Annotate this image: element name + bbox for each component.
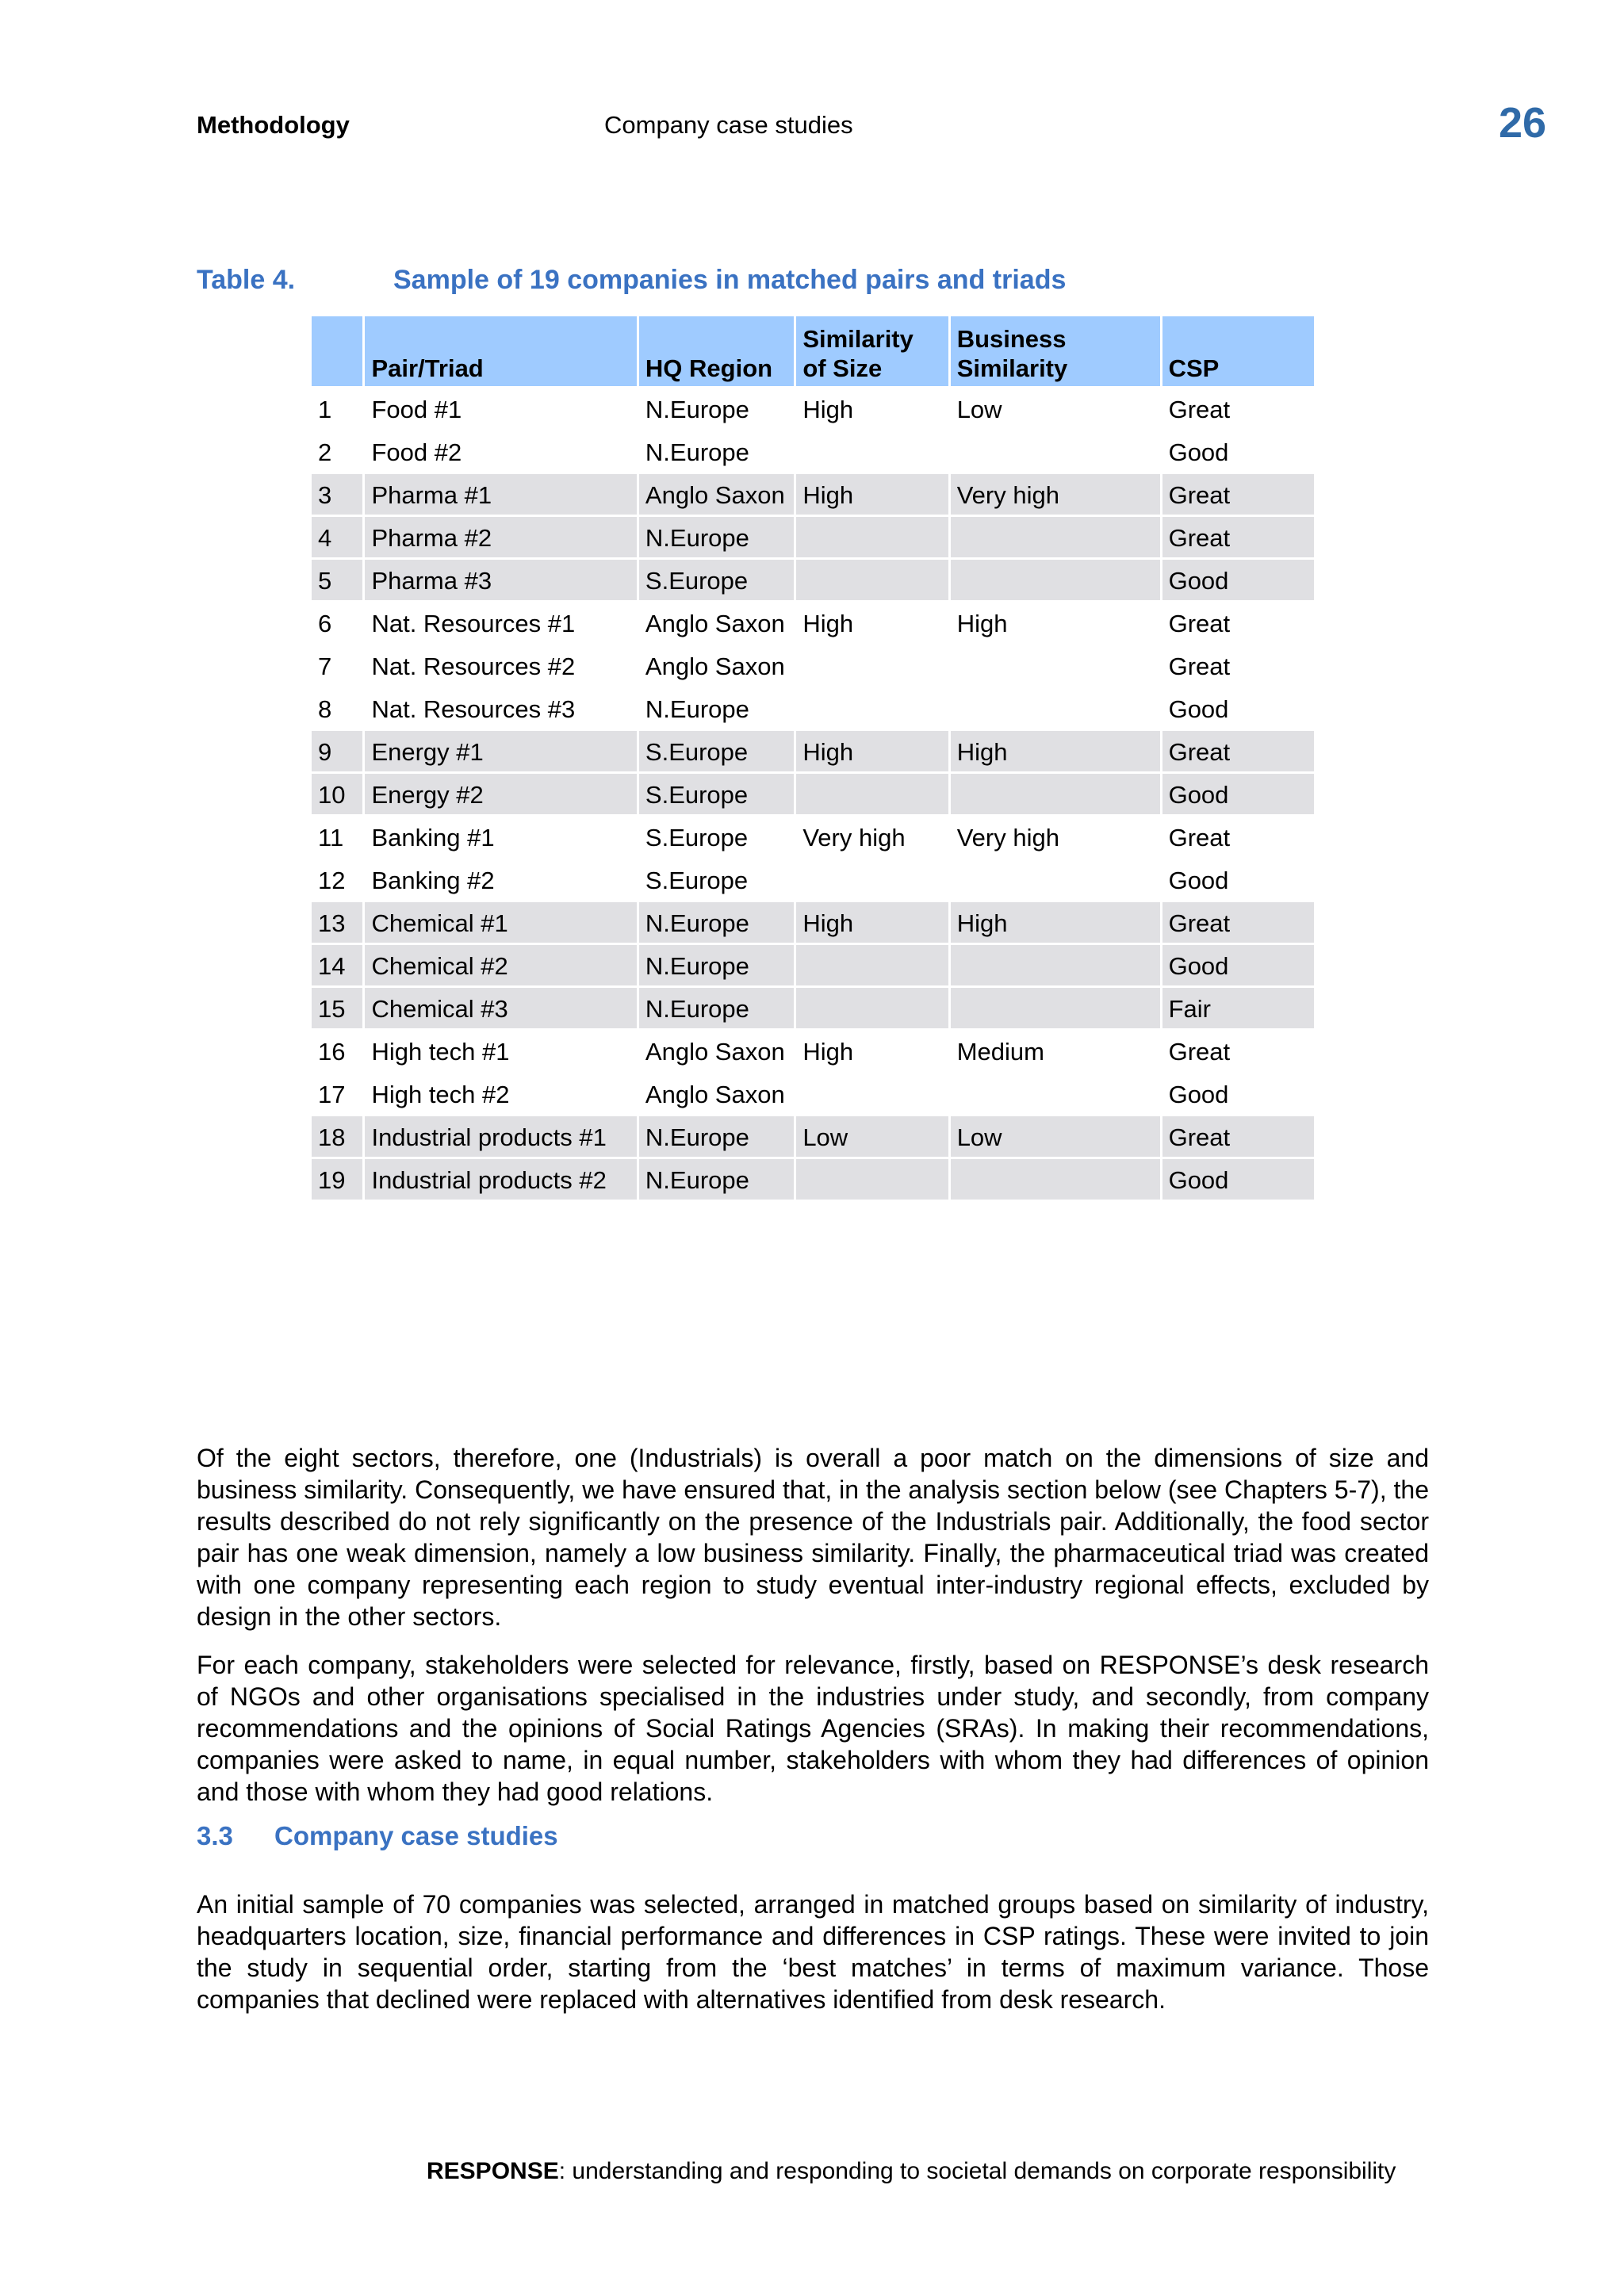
size-similarity-cell: High bbox=[802, 610, 854, 637]
table-row bbox=[312, 1159, 1314, 1200]
pair-triad-cell: Pharma #2 bbox=[365, 517, 636, 557]
business-similarity-cell bbox=[951, 859, 1160, 900]
pair-triad-cell: Energy #1 bbox=[365, 731, 636, 771]
table-row bbox=[312, 688, 1314, 729]
column-header: CSP bbox=[1162, 316, 1314, 386]
business-similarity-cell: Very high bbox=[956, 824, 1059, 851]
table-row bbox=[312, 1073, 1314, 1114]
pair-triad-cell: Banking #2 bbox=[371, 867, 495, 894]
pair-triad-cell: Nat. Resources #1 bbox=[371, 610, 576, 637]
hq-region-cell: S.Europe bbox=[639, 731, 794, 771]
footer-brand: RESPONSE bbox=[427, 2158, 559, 2184]
running-header-chapter: Company case studies bbox=[604, 111, 853, 139]
csp-cell: Great bbox=[1162, 1116, 1314, 1157]
pair-triad-cell: High tech #2 bbox=[371, 1081, 510, 1108]
hq-region-cell: Anglo Saxon bbox=[645, 652, 785, 680]
row-number: 3 bbox=[312, 474, 362, 515]
business-similarity-cell: High bbox=[956, 610, 1008, 637]
hq-region-cell: N.Europe bbox=[639, 517, 794, 557]
business-similarity-cell bbox=[951, 517, 1160, 557]
pair-triad-cell: Banking #1 bbox=[371, 824, 495, 851]
csp-cell: Great bbox=[1162, 731, 1314, 771]
size-similarity-cell bbox=[796, 517, 948, 557]
hq-region-cell: N.Europe bbox=[639, 988, 794, 1028]
size-similarity-cell: High bbox=[796, 902, 948, 943]
page-footer bbox=[427, 2158, 1396, 2185]
business-similarity-cell: Low bbox=[956, 396, 1002, 423]
business-similarity-cell bbox=[951, 560, 1160, 600]
business-similarity-cell: Very high bbox=[951, 474, 1160, 515]
row-number: 10 bbox=[312, 774, 362, 814]
row-number: 19 bbox=[312, 1159, 362, 1200]
table-row bbox=[312, 431, 1314, 472]
table-row bbox=[312, 731, 1314, 771]
csp-cell: Good bbox=[1162, 774, 1314, 814]
csp-cell: Great bbox=[1168, 1038, 1231, 1066]
row-number: 17 bbox=[318, 1081, 346, 1108]
table-row bbox=[312, 859, 1314, 900]
row-number: 5 bbox=[312, 560, 362, 600]
business-similarity-cell bbox=[951, 431, 1160, 472]
column-header: Similarity of Size bbox=[796, 316, 948, 386]
paragraph: Of the eight sectors, therefore, one (Industrials) is overall a poor match on the dimensions of size and business similarity. Consequently, we have ensured that, in the analysis section below (see Chapters 5-7), the results described do not rely significantly on the presence of the Industrials pair. Additionally, the food sector pair has one weak dimension, namely a low business similarity. Finally, the pharmaceutical triad was created with one company representing each region to study eventual inter-industry regional effects, excluded by design in the other sectors. bbox=[197, 1444, 1429, 1631]
table-row bbox=[312, 988, 1314, 1028]
size-similarity-cell: Very high bbox=[802, 824, 906, 851]
running-header-section: Methodology bbox=[197, 111, 350, 139]
business-similarity-cell bbox=[951, 945, 1160, 985]
paragraph: An initial sample of 70 companies was selected, arranged in matched groups based on similarity of industry, headquarters location, size, financial performance and differences in CSP ratings. These were invited to join the study in sequential order, starting from the ‘best matches’ in terms of maximum variance. Those companies that declined were replaced with alternatives identified from desk research. bbox=[197, 1890, 1429, 2014]
business-similarity-cell: Medium bbox=[956, 1038, 1044, 1066]
section-number: 3.3 bbox=[197, 1821, 233, 1850]
pair-triad-cell: Pharma #3 bbox=[365, 560, 636, 600]
hq-region-cell: S.Europe bbox=[645, 824, 749, 851]
business-similarity-cell bbox=[951, 774, 1160, 814]
size-similarity-cell bbox=[796, 774, 948, 814]
table-row bbox=[312, 603, 1314, 643]
table-row bbox=[312, 774, 1314, 814]
table-label: Table 4. bbox=[197, 265, 296, 295]
table-row bbox=[312, 817, 1314, 857]
hq-region-cell: Anglo Saxon bbox=[645, 1038, 785, 1066]
table-title: Sample of 19 companies in matched pairs and triads bbox=[393, 265, 1067, 295]
column-header: HQ Region bbox=[639, 316, 794, 386]
size-similarity-cell bbox=[796, 945, 948, 985]
size-similarity-cell bbox=[796, 859, 948, 900]
table-row bbox=[312, 945, 1314, 985]
csp-cell: Great bbox=[1162, 902, 1314, 943]
size-similarity-cell bbox=[796, 560, 948, 600]
business-similarity-cell: Low bbox=[951, 1116, 1160, 1157]
paragraph: For each company, stakeholders were selected for relevance, firstly, based on RESPONSE’s desk research of NGOs and other organisations specialised in the industries under study, and secondly, from company recommendations and the opinions of Social Ratings Agencies (SRAs). In making their recommendations, companies were asked to name, in equal number, stakeholders with whom they had differences of opinion and those with whom they had good relations. bbox=[197, 1651, 1429, 1806]
hq-region-cell: N.Europe bbox=[639, 945, 794, 985]
csp-cell: Good bbox=[1168, 867, 1229, 894]
size-similarity-cell bbox=[796, 988, 948, 1028]
csp-cell: Great bbox=[1168, 652, 1231, 680]
hq-region-cell: N.Europe bbox=[639, 1159, 794, 1200]
row-number: 7 bbox=[318, 652, 332, 680]
page-number: 26 bbox=[1499, 99, 1547, 147]
business-similarity-cell bbox=[951, 1159, 1160, 1200]
row-number: 15 bbox=[312, 988, 362, 1028]
business-similarity-cell bbox=[951, 645, 1160, 686]
csp-cell: Fair bbox=[1162, 988, 1314, 1028]
pair-triad-cell: Industrial products #2 bbox=[365, 1159, 636, 1200]
row-number: 9 bbox=[312, 731, 362, 771]
csp-cell: Good bbox=[1162, 945, 1314, 985]
pair-triad-cell: Industrial products #1 bbox=[365, 1116, 636, 1157]
business-similarity-cell bbox=[951, 688, 1160, 729]
csp-cell: Great bbox=[1162, 517, 1314, 557]
size-similarity-cell: Low bbox=[796, 1116, 948, 1157]
pair-triad-cell: Energy #2 bbox=[365, 774, 636, 814]
hq-region-cell: N.Europe bbox=[639, 1116, 794, 1157]
column-header: Pair/Triad bbox=[365, 316, 636, 386]
table-row bbox=[312, 517, 1314, 557]
column-header bbox=[312, 316, 362, 386]
size-similarity-cell bbox=[796, 688, 948, 729]
hq-region-cell: N.Europe bbox=[645, 396, 749, 423]
footer-text: : understanding and responding to societal demands on corporate responsibility bbox=[558, 2158, 1396, 2184]
pair-triad-cell: Food #2 bbox=[371, 438, 462, 466]
hq-region-cell: Anglo Saxon bbox=[645, 610, 785, 637]
pair-triad-cell: Chemical #2 bbox=[365, 945, 636, 985]
size-similarity-cell bbox=[796, 431, 948, 472]
hq-region-cell: S.Europe bbox=[639, 560, 794, 600]
row-number: 11 bbox=[318, 824, 344, 851]
pair-triad-cell: Chemical #3 bbox=[365, 988, 636, 1028]
row-number: 13 bbox=[312, 902, 362, 943]
csp-cell: Great bbox=[1168, 610, 1231, 637]
table-row bbox=[312, 1031, 1314, 1071]
table-row bbox=[312, 645, 1314, 686]
csp-cell: Good bbox=[1168, 438, 1229, 466]
row-number: 1 bbox=[318, 396, 332, 423]
table-header-row bbox=[312, 316, 1314, 386]
companies-table bbox=[309, 314, 1316, 1202]
row-number: 2 bbox=[318, 438, 332, 466]
hq-region-cell: S.Europe bbox=[645, 867, 749, 894]
size-similarity-cell: High bbox=[802, 1038, 854, 1066]
pair-triad-cell: Chemical #1 bbox=[365, 902, 636, 943]
table-row bbox=[312, 388, 1314, 429]
row-number: 8 bbox=[318, 695, 332, 723]
size-similarity-cell: High bbox=[802, 396, 854, 423]
row-number: 14 bbox=[312, 945, 362, 985]
pair-triad-cell: High tech #1 bbox=[371, 1038, 510, 1066]
row-number: 6 bbox=[318, 610, 332, 637]
business-similarity-cell bbox=[951, 1073, 1160, 1114]
business-similarity-cell: High bbox=[951, 902, 1160, 943]
section-title: Company case studies bbox=[274, 1821, 558, 1850]
csp-cell: Good bbox=[1162, 560, 1314, 600]
business-similarity-cell bbox=[951, 988, 1160, 1028]
section-heading bbox=[197, 1821, 558, 1851]
column-header: Business Similarity bbox=[951, 316, 1160, 386]
size-similarity-cell bbox=[796, 645, 948, 686]
table-row bbox=[312, 1116, 1314, 1157]
size-similarity-cell bbox=[796, 1073, 948, 1114]
row-number: 12 bbox=[318, 867, 346, 894]
csp-cell: Great bbox=[1168, 824, 1231, 851]
csp-cell: Good bbox=[1162, 1159, 1314, 1200]
pair-triad-cell: Nat. Resources #3 bbox=[371, 695, 576, 723]
table-row bbox=[312, 902, 1314, 943]
hq-region-cell: S.Europe bbox=[639, 774, 794, 814]
size-similarity-cell: High bbox=[796, 474, 948, 515]
csp-cell: Great bbox=[1162, 474, 1314, 515]
hq-region-cell: Anglo Saxon bbox=[645, 1081, 785, 1108]
csp-cell: Good bbox=[1168, 1081, 1229, 1108]
table-row bbox=[312, 560, 1314, 600]
hq-region-cell: N.Europe bbox=[645, 695, 749, 723]
csp-cell: Great bbox=[1168, 396, 1231, 423]
hq-region-cell: N.Europe bbox=[645, 438, 749, 466]
table-body bbox=[312, 388, 1314, 1200]
size-similarity-cell: High bbox=[796, 731, 948, 771]
csp-cell: Good bbox=[1168, 695, 1229, 723]
pair-triad-cell: Nat. Resources #2 bbox=[371, 652, 576, 680]
table-row bbox=[312, 474, 1314, 515]
hq-region-cell: N.Europe bbox=[639, 902, 794, 943]
row-number: 16 bbox=[318, 1038, 346, 1066]
pair-triad-cell: Pharma #1 bbox=[365, 474, 636, 515]
row-number: 18 bbox=[312, 1116, 362, 1157]
row-number: 4 bbox=[312, 517, 362, 557]
hq-region-cell: Anglo Saxon bbox=[639, 474, 794, 515]
pair-triad-cell: Food #1 bbox=[371, 396, 462, 423]
business-similarity-cell: High bbox=[951, 731, 1160, 771]
size-similarity-cell bbox=[796, 1159, 948, 1200]
